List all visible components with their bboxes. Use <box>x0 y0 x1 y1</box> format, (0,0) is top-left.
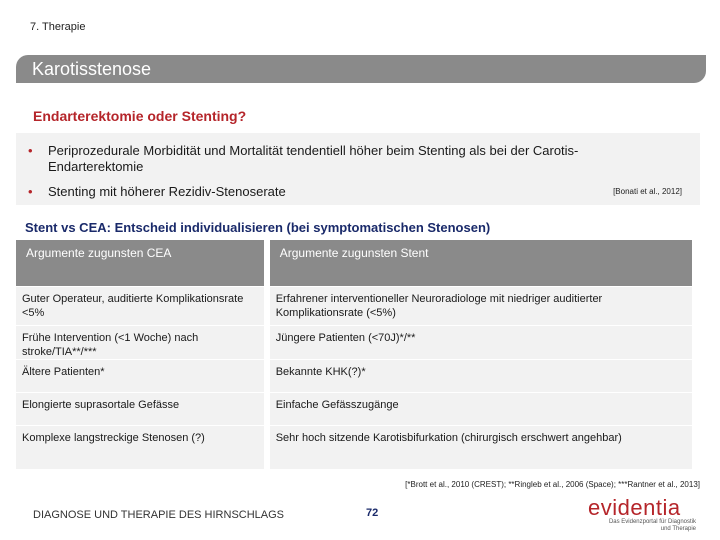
bullet-text: Stenting mit höherer Rezidiv-Stenoserate <box>48 184 286 199</box>
table-row <box>16 426 692 470</box>
table-row <box>16 326 692 360</box>
table-row <box>16 360 692 393</box>
page-title: Karotisstenose <box>32 59 152 79</box>
bullet-box <box>16 133 700 205</box>
bullet-text: Periprozedurale Morbidität und Mortalität tendentiell höher beim Stenting als bei der Carotis-Endarterektomie <box>48 143 579 174</box>
header-stent: Argumente zugunsten Stent <box>267 240 692 287</box>
cell-cea: Guter Operateur, auditierte Komplikationsrate <5% <box>16 287 267 326</box>
comparison-table <box>16 240 692 469</box>
cell-stent: Sehr hoch sitzende Karotisbifurkation (chirurgisch erschwert angehbar) <box>267 426 692 470</box>
cell-stent: Erfahrener interventioneller Neuroradiologe mit niedriger auditierter Komplikationsrate (<5%) <box>267 287 692 326</box>
logo-tagline: und Therapie <box>660 526 696 532</box>
page-number: 72 <box>366 507 379 519</box>
bullet-citation: [Bonati et al., 2012] <box>613 187 682 196</box>
comparison-heading: Stent vs CEA: Entscheid individualisieren (bei symptomatischen Stenosen) <box>25 220 491 235</box>
bullet-dot-icon: • <box>28 184 33 199</box>
cell-cea: Ältere Patienten* <box>16 360 267 393</box>
subtitle: Endarterektomie oder Stenting? <box>33 108 247 124</box>
footer-title: DIAGNOSE UND THERAPIE DES HIRNSCHLAGS <box>33 509 285 521</box>
cell-cea: Frühe Intervention (<1 Woche) nach stroke/TIA**/*** <box>16 326 267 360</box>
logo-tagline: Das Evidenzportal für Diagnostik <box>608 519 696 525</box>
cell-stent: Bekannte KHK(?)* <box>267 360 692 393</box>
table-row <box>16 393 692 426</box>
bullet-dot-icon: • <box>28 143 33 158</box>
evidentia-logo <box>588 497 708 533</box>
cell-stent: Jüngere Patienten (<70J)*/** <box>267 326 692 360</box>
cell-cea: Komplexe langstreckige Stenosen (?) <box>16 426 267 470</box>
cell-stent: Einfache Gefässzugänge <box>267 393 692 426</box>
title-bar <box>16 55 706 83</box>
header-cea: Argumente zugunsten CEA <box>16 240 267 287</box>
cell-cea: Elongierte suprasortale Gefässe <box>16 393 267 426</box>
table-row <box>16 287 692 326</box>
logo-brand: evidentia <box>588 495 681 520</box>
table-citation: [*Brott et al., 2010 (CREST); **Ringleb et al., 2006 (Space); ***Rantner et al., 2013] <box>405 480 700 489</box>
section-label: 7. Therapie <box>30 21 86 33</box>
table-header-row <box>16 240 692 287</box>
